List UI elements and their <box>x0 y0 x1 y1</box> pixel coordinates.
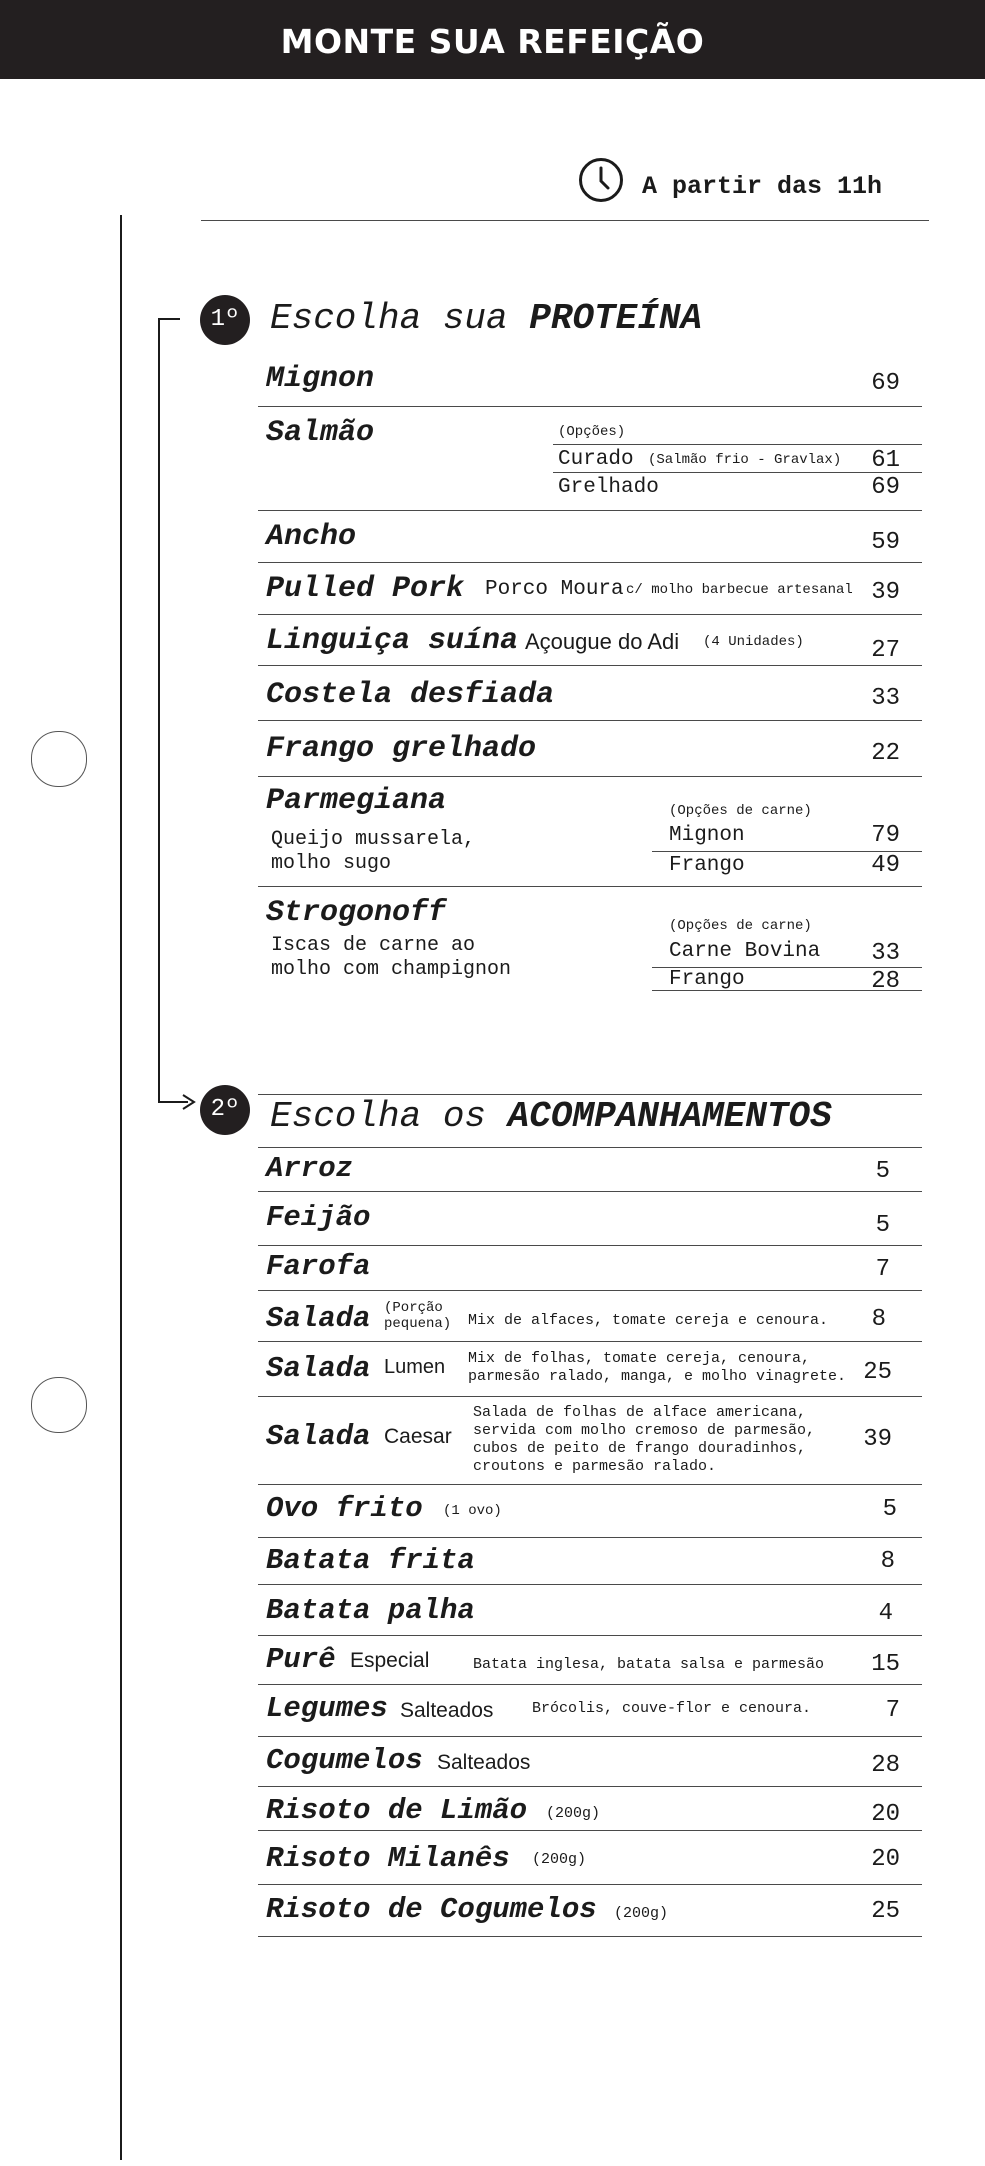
item-salada-caesar-desc-4: croutons e parmesão ralado. <box>473 1458 717 1475</box>
divider <box>258 1147 922 1148</box>
item-parmegiana-opt2-name: Frango <box>669 854 745 877</box>
item-batata-palha-price: 4 <box>878 1600 893 1627</box>
step-2-title <box>270 1096 832 1137</box>
item-batata-frita-price: 8 <box>880 1548 895 1575</box>
hours-divider <box>201 220 929 221</box>
page-title: MONTE SUA REFEIÇÃO <box>280 22 705 61</box>
item-legumes-sub: Salteados <box>400 1699 494 1722</box>
item-salada-caesar-price: 39 <box>863 1426 892 1453</box>
item-costela-price: 33 <box>871 685 900 712</box>
binder-hole-top <box>31 731 87 787</box>
divider <box>258 1245 922 1246</box>
item-salmao-grelhado-price: 69 <box>871 474 900 501</box>
item-risoto-cogumelos-price: 25 <box>871 1898 900 1925</box>
clock-icon <box>578 157 624 203</box>
step-2-title-prefix: Escolha os <box>270 1096 487 1137</box>
item-ancho-price: 59 <box>871 529 900 556</box>
item-salmao-curado-price: 61 <box>871 447 900 474</box>
item-risoto-cogumelos-note: (200g) <box>614 1905 669 1922</box>
divider <box>258 886 922 887</box>
item-strogonoff-opt1-price: 33 <box>871 940 900 967</box>
divider <box>258 720 922 721</box>
item-costela-name: Costela desfiada <box>266 678 555 712</box>
item-salmao-grelhado-name: Grelhado <box>558 476 659 499</box>
item-strogonoff-opt2-price: 28 <box>871 968 900 995</box>
step-2-badge: 2º <box>200 1085 250 1135</box>
step-connector-vertical <box>158 318 160 1102</box>
item-ovo-note: (1 ovo) <box>443 1503 502 1519</box>
header-bar <box>0 0 985 79</box>
item-pulled-pork-name: Pulled Pork <box>266 572 465 606</box>
item-risoto-milanes-price: 20 <box>871 1846 900 1873</box>
divider <box>258 1584 922 1585</box>
item-parmegiana-desc-2: molho sugo <box>271 852 392 875</box>
item-legumes-desc: Brócolis, couve-flor e cenoura. <box>532 1700 812 1717</box>
item-batata-frita-name: Batata frita <box>266 1544 475 1577</box>
item-arroz-name: Arroz <box>266 1152 354 1185</box>
item-salada-lumen-name: Salada <box>266 1352 371 1385</box>
item-risoto-limao-price: 20 <box>871 1801 900 1828</box>
item-strogonoff-name: Strogonoff <box>266 896 447 930</box>
item-farofa-price: 7 <box>875 1256 890 1283</box>
item-salada-caesar-desc-2: servida com molho cremoso de parmesão, <box>473 1422 816 1439</box>
item-salada-pequena-note-1: (Porção <box>384 1300 443 1316</box>
divider <box>258 776 922 777</box>
item-linguica-note: (4 Unidades) <box>703 634 804 650</box>
item-legumes-name: Legumes <box>266 1692 388 1725</box>
item-parmegiana-opt1-name: Mignon <box>669 824 745 847</box>
divider <box>258 510 922 511</box>
binder-hole-bottom <box>31 1377 87 1433</box>
item-salada-caesar-name: Salada <box>266 1420 371 1453</box>
divider <box>258 1830 922 1831</box>
item-pure-price: 15 <box>871 1651 900 1678</box>
left-vertical-rule <box>120 215 122 2160</box>
item-salada-lumen-price: 25 <box>863 1359 892 1386</box>
item-risoto-limao-note: (200g) <box>546 1805 601 1822</box>
divider <box>258 1936 922 1937</box>
item-cogumelos-price: 28 <box>871 1752 900 1779</box>
item-salada-caesar-sub: Caesar <box>384 1425 452 1448</box>
item-linguica-sub: Açougue do Adi <box>525 629 680 654</box>
item-mignon-name: Mignon <box>266 362 375 396</box>
item-pure-sub: Especial <box>350 1649 430 1672</box>
step-connector <box>158 318 180 320</box>
item-frango-price: 22 <box>871 740 900 767</box>
item-ovo-name: Ovo frito <box>266 1492 423 1525</box>
item-salada-pequena-note-2: pequena) <box>384 1316 452 1332</box>
step-1-badge: 1º <box>200 295 250 345</box>
item-risoto-cogumelos-name: Risoto de Cogumelos <box>266 1893 597 1926</box>
item-salada-pequena-name: Salada <box>266 1302 371 1335</box>
arrow-right-icon <box>182 1094 196 1110</box>
item-salada-caesar-desc-3: cubos de peito de frango douradinhos, <box>473 1440 807 1457</box>
item-feijao-price: 5 <box>875 1212 890 1239</box>
divider <box>258 1736 922 1737</box>
step-1-title <box>270 298 702 339</box>
item-salada-lumen-desc-2: parmesão ralado, manga, e molho vinagrete. <box>468 1368 847 1385</box>
item-pulled-pork-price: 39 <box>871 579 900 606</box>
item-cogumelos-sub: Salteados <box>437 1751 531 1774</box>
item-arroz-price: 5 <box>875 1158 890 1185</box>
item-strogonoff-options-label: (Opções de carne) <box>669 918 812 934</box>
divider <box>258 665 922 666</box>
item-parmegiana-opt2-price: 49 <box>871 852 900 879</box>
divider <box>258 562 922 563</box>
divider <box>258 1537 922 1538</box>
item-risoto-milanes-note: (200g) <box>532 1851 587 1868</box>
divider <box>258 1786 922 1787</box>
divider <box>258 614 922 615</box>
item-feijao-name: Feijão <box>266 1201 371 1234</box>
item-salada-lumen-sub: Lumen <box>384 1356 446 1378</box>
step-1-title-prefix: Escolha sua <box>270 298 508 339</box>
item-linguica-name: Linguiça suína <box>266 624 519 658</box>
item-strogonoff-opt2-name: Frango <box>669 968 745 991</box>
step-1-title-bold: PROTEÍNA <box>529 298 703 339</box>
item-pure-name: Purê <box>266 1643 336 1676</box>
item-strogonoff-desc-1: Iscas de carne ao <box>271 934 476 957</box>
divider <box>258 1191 922 1192</box>
item-salada-pequena-desc: Mix de alfaces, tomate cereja e cenoura. <box>468 1312 829 1329</box>
opening-hours: A partir das 11h <box>642 172 883 201</box>
item-salada-lumen-desc-1: Mix de folhas, tomate cereja, cenoura, <box>468 1350 811 1367</box>
item-risoto-milanes-name: Risoto Milanês <box>266 1842 510 1875</box>
step-2-title-bold: ACOMPANHAMENTOS <box>507 1096 832 1137</box>
item-strogonoff-opt1-name: Carne Bovina <box>669 940 821 963</box>
item-cogumelos-name: Cogumelos <box>266 1744 423 1777</box>
item-salmao-curado-name: Curado <box>558 448 634 471</box>
divider <box>258 1684 922 1685</box>
divider <box>258 406 922 407</box>
divider <box>553 444 922 445</box>
item-linguica-price: 27 <box>871 637 900 664</box>
item-salada-pequena-price: 8 <box>871 1306 886 1333</box>
divider <box>258 1396 922 1397</box>
step-2-divider-top <box>258 1094 922 1095</box>
item-salmao-name: Salmão <box>266 416 375 450</box>
item-frango-name: Frango grelhado <box>266 732 537 766</box>
item-salmao-options-label: (Opções) <box>558 424 626 440</box>
item-mignon-price: 69 <box>871 370 900 397</box>
divider <box>258 1290 922 1291</box>
item-batata-palha-name: Batata palha <box>266 1594 475 1627</box>
item-parmegiana-desc-1: Queijo mussarela, <box>271 828 476 851</box>
item-farofa-name: Farofa <box>266 1250 371 1283</box>
item-pure-desc: Batata inglesa, batata salsa e parmesão <box>473 1656 825 1673</box>
item-legumes-price: 7 <box>885 1697 900 1724</box>
item-parmegiana-name: Parmegiana <box>266 784 447 818</box>
divider <box>553 472 922 473</box>
item-risoto-limao-name: Risoto de Limão <box>266 1794 528 1827</box>
divider <box>258 1484 922 1485</box>
item-salmao-curado-note: (Salmão frio - Gravlax) <box>648 452 842 468</box>
item-ovo-price: 5 <box>882 1496 897 1523</box>
divider <box>652 990 922 991</box>
item-pulled-pork-note: c/ molho barbecue artesanal <box>626 582 853 598</box>
item-ancho-name: Ancho <box>266 520 357 554</box>
item-parmegiana-opt1-price: 79 <box>871 822 900 849</box>
item-salada-caesar-desc-1: Salada de folhas de alface americana, <box>473 1404 807 1421</box>
item-strogonoff-desc-2: molho com champignon <box>271 958 512 981</box>
divider <box>258 1341 922 1342</box>
divider <box>258 1884 922 1885</box>
item-parmegiana-options-label: (Opções de carne) <box>669 803 812 819</box>
item-pulled-pork-sub: Porco Moura <box>485 578 624 601</box>
divider <box>258 1635 922 1636</box>
